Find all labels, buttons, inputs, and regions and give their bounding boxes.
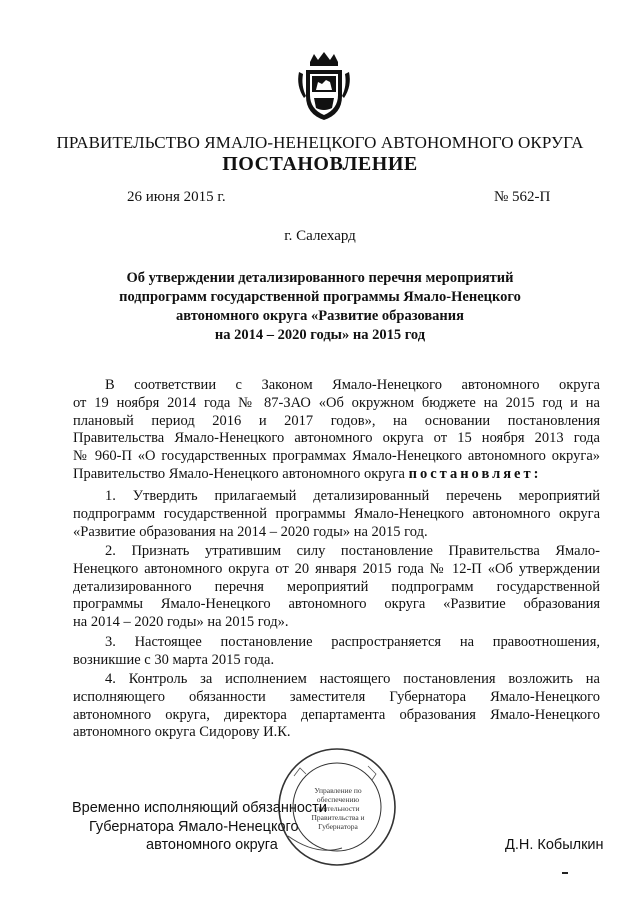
signatory-title-line2: Губернатора Ямало-Ненецкого: [89, 819, 299, 835]
signatory-title-line1: Временно исполняющий обязанности: [72, 800, 327, 816]
preamble-paragraph: [73, 377, 600, 484]
body-line: исполняющего обязанности заместителя Губернатора Ямало-Ненецкого: [73, 688, 600, 705]
title-line: на 2014 – 2020 годы» на 2015 год: [214, 327, 426, 343]
stamp-inner-text: Управление по обеспечению деятельности Правительства и Губернатора: [311, 786, 365, 831]
body-line: 3. Настоящее постановление распространяется на правоотношения,: [105, 634, 600, 650]
body-line: автономного округа, директора департамента образования Ямало-Ненецкого: [73, 706, 600, 723]
body-line: возникшие с 30 марта 2015 года.: [73, 651, 275, 668]
page-mark: [562, 872, 568, 874]
signatory-title-line3: автономного округа: [146, 837, 278, 853]
body-line: «Развитие образования на 2014 – 2020 годы» на 2015 год.: [73, 523, 428, 540]
body-line: 2. Признать утратившим силу постановление Правительства Ямало-: [105, 543, 600, 559]
document-city: г. Салехард: [284, 228, 356, 244]
title-line: Об утверждении детализированного перечня мероприятий: [126, 270, 514, 286]
body-line: Правительства Ямало-Ненецкого автономного округа от 15 ноября 2013 года: [73, 430, 600, 447]
item-2-paragraph: [73, 543, 600, 632]
item-3-paragraph: [73, 634, 600, 670]
body-line: № 960-П «О государственных программах Ямало-Ненецкого автономного округа»: [73, 448, 600, 465]
body-line: автономного округа Сидорову И.К.: [73, 724, 291, 741]
title-line: подпрограмм государственной программы Ямало-Ненецкого: [119, 289, 521, 305]
body-line: на 2014 – 2020 годы» на 2015 год».: [73, 614, 289, 631]
decree-word: постановляет:: [408, 465, 542, 482]
body-line: 1. Утвердить прилагаемый детализированный перечень мероприятий: [105, 488, 600, 504]
body-line: [73, 466, 600, 484]
title-line: автономного округа «Развитие образования: [176, 308, 464, 324]
item-1-paragraph: [73, 488, 600, 541]
preamble-last-line: Правительство Ямало-Ненецкого автономного округа: [73, 465, 405, 482]
body-line: от 19 ноября 2014 года № 87-ЗАО «Об окружном бюджете на 2015 год и на: [73, 394, 600, 411]
body-line: 4. Контроль за исполнением настоящего постановления возложить на: [105, 671, 600, 687]
body-line: подпрограмм государственной программы Ямало-Ненецкого автономного округа: [73, 505, 600, 522]
body-line: программы Ямало-Ненецкого автономного округа «Развитие образования: [73, 596, 600, 613]
government-name: ПРАВИТЕЛЬСТВО ЯМАЛО-НЕНЕЦКОГО АВТОНОМНОГО ОКРУГА: [56, 133, 584, 152]
document-title: [80, 269, 560, 345]
document-date: 26 июня 2015 г.: [127, 189, 226, 205]
body-line: плановый период 2016 и 2017 годов», на основании постановления: [73, 412, 600, 429]
body-line: В соответствии с Законом Ямало-Ненецкого автономного округа: [105, 377, 600, 393]
coat-of-arms-icon: [296, 52, 352, 122]
document-number: № 562-П: [494, 189, 551, 205]
body-line: Ненецкого автономного округа от 20 января 2015 года № 12-П «Об утверждении: [73, 560, 600, 577]
signatory-name: Д.Н. Кобылкин: [505, 837, 604, 853]
item-4-paragraph: [73, 671, 600, 742]
document-type: ПОСТАНОВЛЕНИЕ: [222, 153, 418, 175]
body-line: детализированного перечня мероприятий подпрограмм государственной: [73, 578, 600, 595]
